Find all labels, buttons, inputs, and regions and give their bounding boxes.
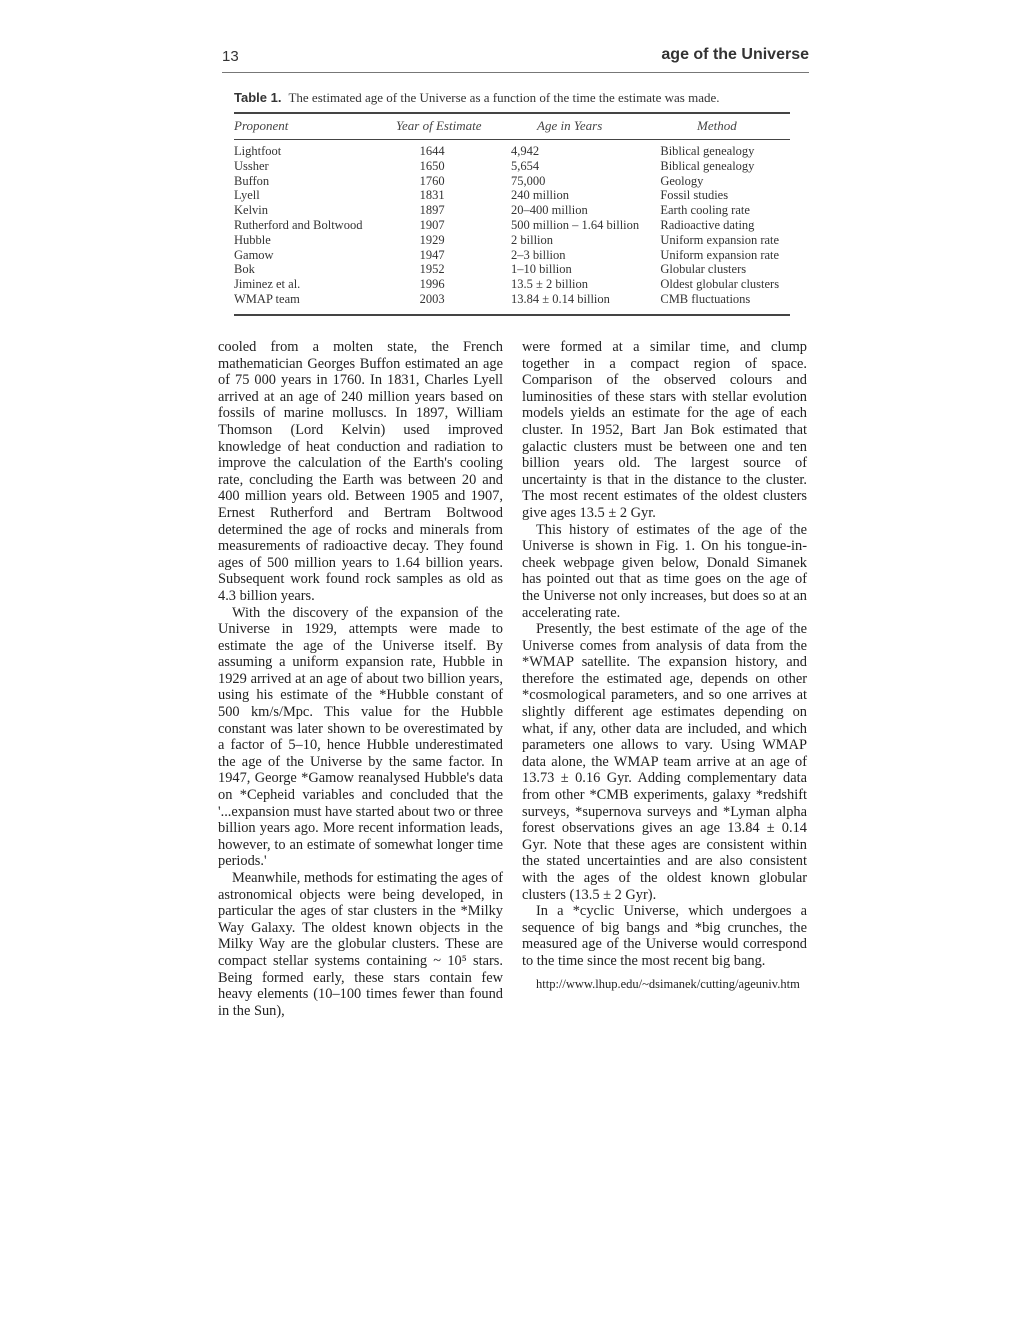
paragraph: In a *cyclic Universe, which undergoes a sequence of big bangs and *big crunches, the measured age of the Universe would correspond to the time since the most recent big bang. — [522, 903, 807, 969]
table-top-rule — [234, 112, 790, 114]
year-cell: 2003 — [419, 291, 445, 306]
column-header-age: Age in Years — [537, 118, 603, 133]
age-cell: 5,654 — [511, 158, 540, 173]
paragraph: Meanwhile, methods for estimating the ages of astronomical objects were being developed, in particular the ages of star clusters in the *Milky Way Galaxy. The oldest known objects in the Milky Way are the globular clusters. These are compact stellar systems containing ~ 10⁵ stars. Being formed early, these stars contain few heavy elements (10–100 times fewer than found in the Sun), — [218, 870, 503, 1019]
proponent-cell: Gamow — [234, 247, 274, 262]
proponent-cell: Bok — [234, 262, 255, 277]
paragraph: Presently, the best estimate of the age of the Universe comes from analysis of data from the *WMAP satellite. The expansion history, and therefore the estimated age, depends on other *cosmological parameters, and so one arrives at slightly different age estimates depending on what, if any, other data are included, and which parameters one allows to vary. Using WMAP data alone, the WMAP team arrive at an age of 13.73 ± 0.16 Gyr. Adding complementary data from other *CMB experiments, galaxy *redshift surveys, *supernova surveys and *Lyman alpha forest observations gives an age 13.84 ± 0.14 Gyr. Note that these ages are consistent within the stated uncertainties and are also consistent with the ages of the oldest known globular clusters (13.5 ± 2 Gyr). — [522, 621, 807, 903]
table-row — [234, 218, 790, 233]
method-cell: Earth cooling rate — [660, 203, 750, 218]
proponent-cell: Kelvin — [234, 203, 269, 218]
age-cell: 13.84 ± 0.14 billion — [511, 291, 610, 306]
method-cell: Fossil studies — [660, 188, 729, 203]
age-cell: 75,000 — [511, 173, 546, 188]
method-cell: Uniform expansion rate — [660, 232, 780, 247]
year-cell: 1760 — [419, 173, 445, 188]
running-title: age of the Universe — [661, 46, 809, 63]
proponent-cell: Rutherford and Boltwood — [234, 217, 363, 232]
table-header-rule — [234, 139, 790, 140]
year-cell: 1952 — [419, 262, 445, 277]
table-row — [234, 248, 790, 263]
method-cell: Biblical genealogy — [660, 144, 755, 158]
paragraph: This history of estimates of the age of the Universe is shown in Fig. 1. On his tongue-in-cheek webpage given below, Donald Simanek has pointed out that as time goes on the age of the Universe not only increases, but does so at an accelerating rate. — [522, 521, 807, 621]
text-column-right — [522, 339, 807, 993]
paragraph: cooled from a molten state, the French mathematician Georges Buffon estimated an age of 75 000 years in 1760. In 1831, Charles Lyell arrived at an age of 240 million years based on fossils of marine molluscs. In 1897, William Thomson (Lord Kelvin) used improved knowledge of heat conduction and radiation to improve the calculation of the Earth's cooling rate, concluding the Earth was between 20 and 400 million years old. Between 1905 and 1907, Ernest Rutherford and Bertram Boltwood determined the age of rocks and minerals from measurements of radioactive decay. They found ages of 500 million years to 1.64 billion years. Subsequent work found rock samples as old as 4.3 billion years. — [218, 339, 503, 604]
proponent-cell: Buffon — [234, 173, 270, 188]
age-estimates-table — [234, 144, 790, 307]
table-caption — [234, 90, 809, 106]
proponent-cell: Hubble — [234, 232, 271, 247]
paragraph: were formed at a similar time, and clump together in a compact region of space. Comparison of the observed colours and luminosities of these stars with stellar evolution models yields an estimate for the age of each cluster. In 1952, Bart Jan Bok estimated that galactic clusters must be between one and ten billion years old. The largest source of uncertainty is that in the distance to the cluster. The most recent estimates of the oldest clusters give ages 13.5 ± 2 Gyr. — [522, 339, 807, 521]
table-row — [234, 188, 790, 203]
table-row — [234, 277, 790, 292]
table-label: Table 1. — [234, 90, 282, 105]
year-cell: 1907 — [419, 217, 445, 232]
table-row — [234, 262, 790, 277]
table-row — [234, 292, 790, 307]
proponent-cell: Lyell — [234, 188, 260, 203]
year-cell: 1996 — [419, 277, 445, 292]
table-row — [234, 203, 790, 218]
paragraph: With the discovery of the expansion of the Universe in 1929, attempts were made to estimate the age of the Universe itself. By assuming a uniform expansion rate, Hubble in 1929 arrived at an age of about two billion years, using his estimate of the *Hubble constant of 500 km/s/Mpc. This value for the Hubble constant was later shown to be overestimated by a factor of 5–10, hence Hubble underestimated the age of the Universe by the same factor. In 1947, George *Gamow reanalysed Hubble's data on *Cepheid variables and concluded that the '...expansion must have started about two or three billion years ago. More recent information leads, however, to an estimate of somewhat longer time periods.' — [218, 604, 503, 870]
column-header-proponent: Proponent — [234, 118, 289, 133]
method-cell: Biblical genealogy — [660, 158, 755, 173]
page-number: 13 — [222, 48, 239, 65]
method-cell: Uniform expansion rate — [660, 247, 780, 262]
year-cell: 1831 — [419, 188, 445, 203]
table-row — [234, 174, 790, 189]
column-header-year: Year of Estimate — [396, 118, 482, 133]
age-cell: 13.5 ± 2 billion — [511, 277, 589, 292]
table-row — [234, 144, 790, 159]
table-bottom-rule — [234, 314, 790, 316]
table-row — [234, 233, 790, 248]
proponent-cell: WMAP team — [234, 291, 300, 306]
year-cell: 1897 — [419, 203, 445, 218]
age-cell: 1–10 billion — [511, 262, 572, 277]
year-cell: 1644 — [419, 144, 445, 158]
proponent-cell: Jiminez et al. — [234, 277, 301, 292]
column-header-method: Method — [697, 118, 737, 133]
age-cell: 20–400 million — [511, 203, 588, 218]
proponent-cell: Lightfoot — [234, 144, 282, 158]
method-cell: Geology — [660, 173, 704, 188]
page-header — [222, 46, 809, 73]
year-cell: 1947 — [419, 247, 445, 262]
method-cell: Oldest globular clusters — [660, 277, 780, 292]
age-cell: 2 billion — [511, 232, 554, 247]
age-cell: 2–3 billion — [511, 247, 566, 262]
table-row — [234, 159, 790, 174]
age-cell: 240 million — [511, 188, 570, 203]
text-column-left — [218, 339, 503, 1019]
age-cell: 4,942 — [511, 144, 540, 158]
method-cell: Globular clusters — [660, 262, 747, 277]
method-cell: CMB fluctuations — [660, 291, 751, 306]
table-caption-text: The estimated age of the Universe as a function of the time the estimate was made. — [288, 90, 720, 105]
proponent-cell: Ussher — [234, 158, 269, 173]
reference-url: http://www.lhup.edu/~dsimanek/cutting/ageuniv.htm — [536, 976, 800, 991]
year-cell: 1650 — [419, 158, 445, 173]
year-cell: 1929 — [419, 232, 445, 247]
method-cell: Radioactive dating — [660, 217, 755, 232]
age-cell: 500 million – 1.64 billion — [511, 217, 640, 232]
